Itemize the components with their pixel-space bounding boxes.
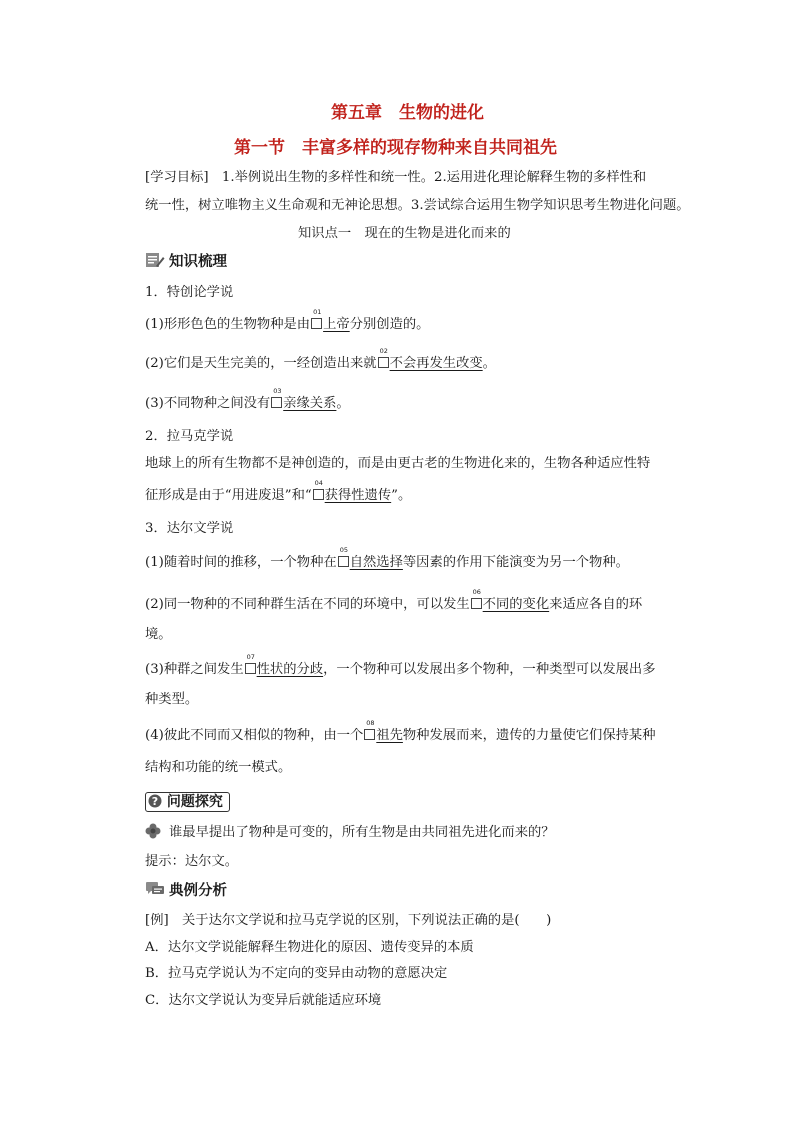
s3-item-2-cont: 境。 bbox=[145, 627, 172, 642]
answer-text: 祖先 bbox=[376, 728, 403, 743]
example-option-c: C．达尔文学说认为变异后就能适应环境 bbox=[145, 993, 382, 1008]
answer-text: 不会再发生改变 bbox=[389, 356, 483, 371]
answer-number: 08 bbox=[366, 719, 375, 727]
question-text: 谁最早提出了物种是可变的，所有生物是由共同祖先进化而来的？ bbox=[169, 825, 555, 840]
chapter-title: 第五章 生物的进化 bbox=[331, 103, 484, 123]
answer-number-box bbox=[271, 387, 282, 408]
learning-objectives-line2: 统一性，树立唯物主义生命观和无神论思想。3.尝试综合运用生物学知识思考生物进化问题。 bbox=[145, 198, 690, 213]
answer-text: 亲缘关系 bbox=[283, 396, 337, 411]
answer-number: 05 bbox=[339, 546, 348, 554]
s3-item-3-text: (3)种群之间发生 bbox=[145, 662, 244, 677]
knowledge-heading bbox=[145, 250, 227, 271]
answer-number: 03 bbox=[273, 387, 282, 395]
s2-line-1: 地球上的所有生物都不是神创造的，而是由更古老的生物进化来的，生物各种适应性特 bbox=[145, 456, 651, 471]
s2-line-2 bbox=[145, 479, 412, 506]
answer-number-box bbox=[313, 479, 324, 500]
s3-item-4 bbox=[145, 719, 656, 746]
answer-number-box bbox=[378, 347, 389, 368]
answer-text: 不同的变化 bbox=[482, 597, 550, 612]
explore-heading-box bbox=[145, 792, 230, 812]
svg-text:?: ? bbox=[151, 795, 159, 808]
s1-item-3-tail: 。 bbox=[336, 396, 350, 411]
explore-heading-label: 问题探究 bbox=[166, 794, 223, 810]
s1-item-2-text: (2)它们是天生完美的，一经创造出来就 bbox=[145, 356, 377, 371]
s3-item-4-text: (4)彼此不同而又相似的物种，由一个 bbox=[145, 728, 364, 743]
speech-bubbles-icon bbox=[145, 881, 165, 897]
knowledge-heading-label: 知识梳理 bbox=[169, 254, 227, 270]
answer-number: 01 bbox=[313, 308, 322, 316]
answer-number: 02 bbox=[379, 347, 388, 355]
knowledge-point-title: 知识点一 现在的生物是进化而来的 bbox=[298, 226, 511, 241]
s3-item-3 bbox=[145, 653, 656, 680]
section-3-title: 3．达尔文学说 bbox=[145, 521, 234, 536]
s1-item-3-text: (3)不同物种之间没有 bbox=[145, 396, 271, 411]
s1-item-1-text: (1)形形色色的生物物种是由 bbox=[145, 317, 311, 332]
question-line bbox=[145, 823, 555, 843]
example-heading-label: 典例分析 bbox=[169, 883, 227, 899]
s3-item-2-text: (2)同一物种的不同种群生活在不同的环境中，可以发生 bbox=[145, 597, 470, 612]
answer-number-box bbox=[364, 719, 375, 740]
answer-number: 07 bbox=[246, 653, 255, 661]
hint-line: 提示：达尔文。 bbox=[145, 854, 239, 869]
example-option-b: B．拉马克学说认为不定向的变异由动物的意愿决定 bbox=[145, 966, 448, 981]
question-mark-icon bbox=[148, 794, 162, 808]
s3-item-1-tail: 等因素的作用下能演变为另一个物种。 bbox=[402, 555, 629, 570]
s1-item-1-tail: 分别创造的。 bbox=[349, 317, 430, 332]
notebook-pen-icon bbox=[145, 252, 165, 268]
s3-item-2-tail: 来适应各自的环 bbox=[549, 597, 643, 612]
s1-item-3 bbox=[145, 387, 350, 414]
s3-item-2 bbox=[145, 588, 643, 615]
answer-text: 自然选择 bbox=[349, 555, 403, 570]
answer-number-box bbox=[338, 546, 349, 567]
s3-item-1-text: (1)随着时间的推移，一个物种在 bbox=[145, 555, 337, 570]
answer-number-box bbox=[245, 653, 256, 674]
answer-number: 04 bbox=[314, 479, 323, 487]
section-2-title: 2．拉马克学说 bbox=[145, 429, 234, 444]
s3-item-4-tail: 物种发展而来，遗传的力量使它们保持某种 bbox=[402, 728, 656, 743]
example-heading bbox=[145, 879, 227, 900]
s1-item-2-tail: 。 bbox=[482, 356, 496, 371]
section-title: 第一节 丰富多样的现存物种来自共同祖先 bbox=[234, 138, 557, 158]
answer-number-box bbox=[311, 308, 322, 329]
answer-number-box bbox=[471, 588, 482, 609]
s1-item-2 bbox=[145, 347, 496, 374]
s3-item-1 bbox=[145, 546, 629, 573]
answer-text: 上帝 bbox=[323, 317, 350, 332]
example-stem: [例] 关于达尔文学说和拉马克学说的区别，下列说法正确的是( ) bbox=[145, 913, 552, 928]
answer-text: 获得性遗传 bbox=[324, 488, 392, 503]
answer-text: 性状的分歧 bbox=[256, 662, 324, 677]
s3-item-3-tail: ，一个物种可以发展出多个物种，一种类型可以发展出多 bbox=[323, 662, 656, 677]
s2-line-2-text: 征形成是由于“用进废退”和“ bbox=[145, 488, 312, 503]
explore-heading bbox=[145, 791, 230, 812]
answer-number: 06 bbox=[472, 588, 481, 596]
s2-line-2-tail: ”。 bbox=[391, 488, 412, 503]
learning-objectives-line1: [学习目标] 1.举例说出生物的多样性和统一性。2.运用进化理论解释生物的多样性和 bbox=[145, 170, 647, 185]
s3-item-3-cont: 种类型。 bbox=[145, 692, 199, 707]
example-option-a: A．达尔文学说能解释生物进化的原因、遗传变异的本质 bbox=[145, 940, 474, 955]
flower-bullet-icon bbox=[145, 823, 161, 839]
section-1-title: 1．特创论学说 bbox=[145, 285, 234, 300]
s1-item-1 bbox=[145, 308, 430, 335]
s3-item-4-cont: 结构和功能的统一模式。 bbox=[145, 760, 292, 775]
